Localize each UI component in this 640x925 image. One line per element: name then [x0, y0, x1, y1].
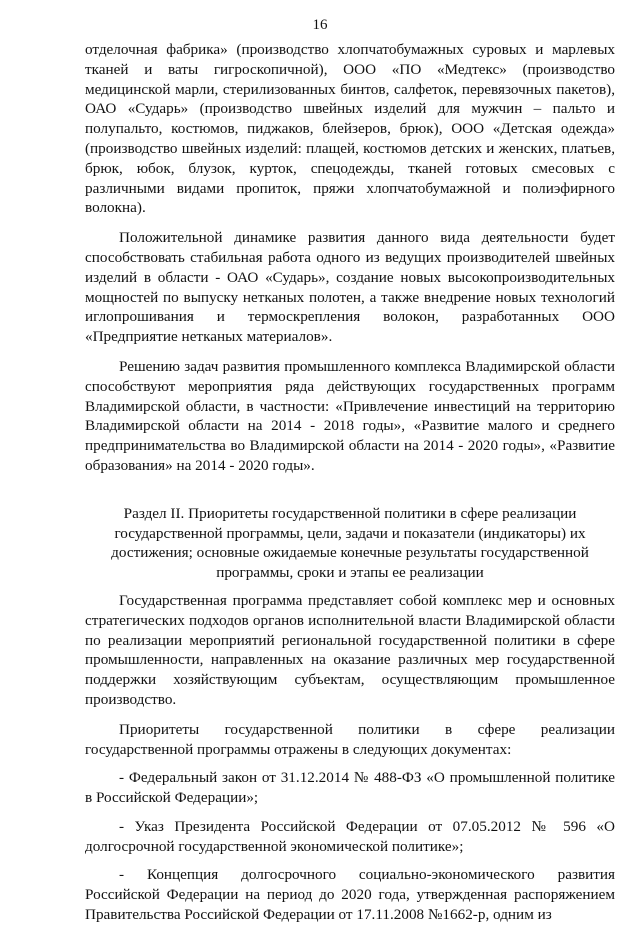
section-heading: Раздел II. Приоритеты государственной политики в сфере реализации государственной программы, цели, задачи и показатели (индикаторы) их достижения; основные ожидаемые конечные результаты государственной программы, сроки и этапы ее реализации [111, 504, 589, 582]
paragraph-programs: Решению задач развития промышленного комплекса Владимирской области способствуют мероприятия ряда действующих государственных программ Владимирской области, в частности: «Привлечение инвестиций на территорию Владимирской области на 2014 - 2018 годы», «Развитие малого и среднего предпринимательства во Владимирской области на 2014 - 2020 годы», «Развитие образования» на 2014 - 2020 годы». [85, 357, 615, 474]
paragraph-priorities: Приоритеты государственной политики в сфере реализации государственной программы отражены в следующих документах: [85, 720, 615, 758]
page-number: 16 [312, 17, 328, 33]
list-item-federal-law: - Федеральный закон от 31.12.2014 № 488-ФЗ «О промышленной политике в Российской Федерации»; [85, 769, 615, 807]
list-item-concept: - Концепция долгосрочного социально-экономического развития Российской Федерации на период до 2020 года, утвержденная распоряжением Правительства Российской Федерации от 17.11.2008 №1662-р, одним из [85, 866, 615, 924]
list-item-presidential-decree: - Указ Президента Российской Федерации от 07.05.2012 № 596 «О долгосрочной государственной экономической политике»; [85, 817, 615, 855]
page-body [85, 40, 615, 925]
paragraph-continuation: отделочная фабрика» (производство хлопчатобумажных суровых и марлевых тканей и ваты гигроскопичной), ООО «ПО «Медтекс» (производство медицинской марли, стерилизованных бинтов, салфеток, перевязочных пакетов), ОАО «Сударь» (производство швейных изделий для мужчин – пальто и полупальто, костюмов, пиджаков, блейзеров, брюк), ООО «Детская одежда» (производство швейных изделий: плащей, костюмов детских и женских, платьев, брюк, юбок, блузок, курток, спецодежды, тканей готовых смесовых с различными видами пропиток, пряжи хлопчатобумажной и полиэфирного волокна). [85, 41, 615, 217]
paragraph-dynamics: Положительной динамике развития данного вида деятельности будет способствовать стабильная работа одного из ведущих производителей швейных изделий в области - ОАО «Сударь», создание новых высокопроизводительных мощностей по выпуску нетканых полотен, а также внедрение новых технологий иглопрошивания и термоскрепления волокон, разработанных ООО «Предприятие нетканых материалов». [85, 229, 615, 346]
paragraph-program-description: Государственная программа представляет собой комплекс мер и основных стратегических подходов органов исполнительной власти Владимирской области по реализации мероприятий региональной государственной политики в сфере промышленности, направленных на оказание различных мер государственной поддержки хозяйствующим субъектам, осуществляющим промышленное производство. [85, 591, 615, 708]
